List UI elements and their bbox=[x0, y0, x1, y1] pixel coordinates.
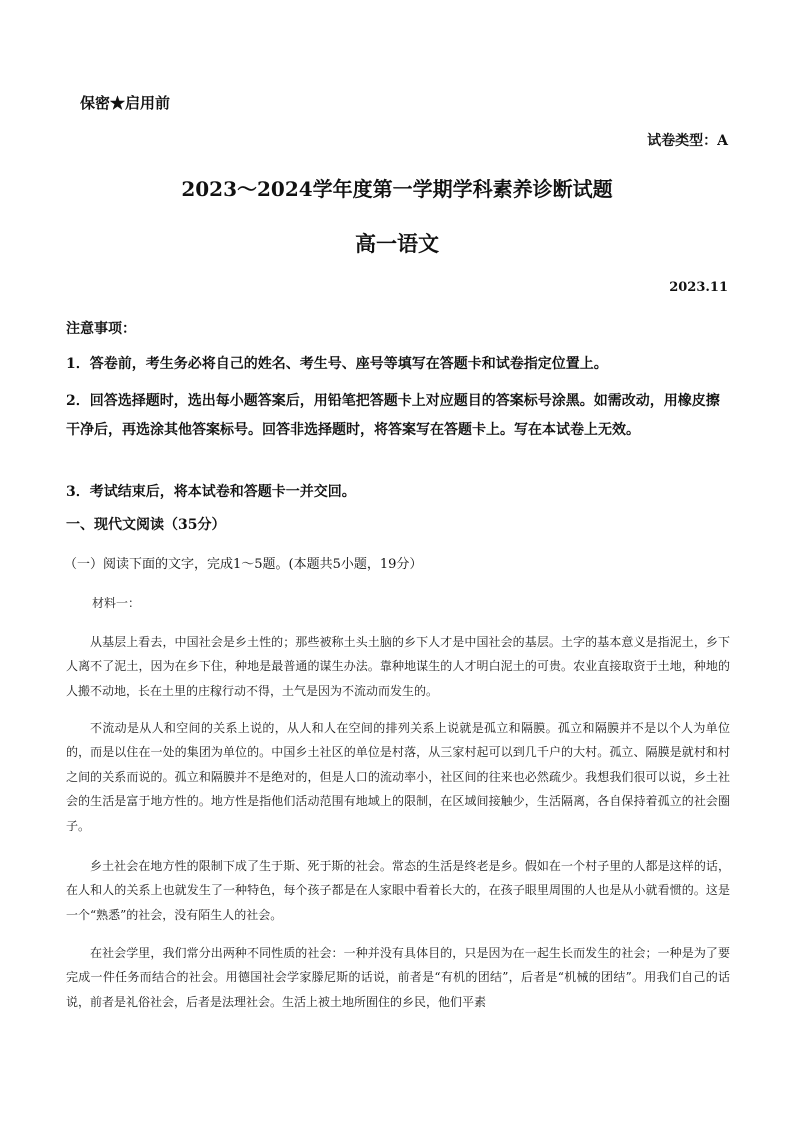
reading-paragraph: 不流动是从人和空间的关系上说的，从人和人在空间的排列关系上说就是孤立和隔膜。孤立和隔膜并不是以个人为单位的，而是以住在一处的集团为单位的。中国乡土社区的单位是村落，从三家村起可以到几千户的大村。孤立、隔膜是就村和村之间的关系而说的。孤立和隔膜并不是绝对的，但是人口的流动率小，社区间的往来也必然疏少。我想我们很可以说，乡土社会的生活是富于地方性的。地方性是指他们活动范围有地域上的限制，在区域间接触少，生活隔离，各自保持着孤立的社会圈子。 bbox=[66, 721, 730, 833]
exam-title: 2023～2024学年度第一学期学科素养诊断试题 bbox=[181, 177, 613, 201]
exam-date: 2023.11 bbox=[669, 280, 728, 295]
subsection-instruction: （一）阅读下面的文字，完成1～5题。(本题共5小题，19分） bbox=[64, 557, 423, 572]
reading-paragraph: 从基层上看去，中国社会是乡土性的；那些被称土头土脑的乡下人才是中国社会的基层。土字的基本意义是指泥土，乡下人离不了泥土，因为在乡下住，种地是最普通的谋生办法。靠种地谋生的人才明白泥土的可贵。农业直接取资于土地，种地的人搬不动地，长在土里的庄稼行动不得，土气是因为不流动而发生的。 bbox=[66, 635, 730, 698]
material-label: 材料一： bbox=[92, 596, 141, 610]
paper-type-label: 试卷类型：A bbox=[647, 133, 728, 149]
notice-heading: 注意事项： bbox=[66, 321, 136, 337]
reading-paragraph: 在社会学里，我们常分出两种不同性质的社会：一种并没有具体目的，只是因为在一起生长而发生的社会；一种是为了要完成一件任务而结合的社会。用德国社会学家滕尼斯的话说，前者是“有机的团结”，后者是“机械的团结”。用我们自己的话说，前者是礼俗社会，后者是法理社会。生活上被土地所囿住的乡民，他们平素 bbox=[66, 946, 730, 1009]
notice-item: 2．回答选择题时，选出每小题答案后，用铅笔把答题卡上对应题目的答案标号涂黑。如需改动，用橡皮擦干净后，再选涂其他答案标号。回答非选择题时，将答案写在答题卡上。写在本试卷上无效。 bbox=[66, 393, 720, 438]
confidential-label: 保密★启用前 bbox=[80, 94, 171, 112]
section-heading: 一、现代文阅读（35分） bbox=[66, 517, 226, 533]
notice-item: 1．答卷前，考生务必将自己的姓名、考生号、座号等填写在答题卡和试卷指定位置上。 bbox=[66, 356, 608, 372]
notice-item: 3．考试结束后，将本试卷和答题卡一并交回。 bbox=[66, 484, 356, 500]
exam-subject: 高一语文 bbox=[355, 231, 439, 256]
reading-paragraph: 乡土社会在地方性的限制下成了生于斯、死于斯的社会。常态的生活是终老是乡。假如在一个村子里的人都是这样的话，在人和人的关系上也就发生了一种特色，每个孩子都是在人家眼中看着长大的，在孩子眼里周围的人也是从小就看惯的。这是一个“熟悉”的社会，没有陌生人的社会。 bbox=[66, 859, 730, 922]
